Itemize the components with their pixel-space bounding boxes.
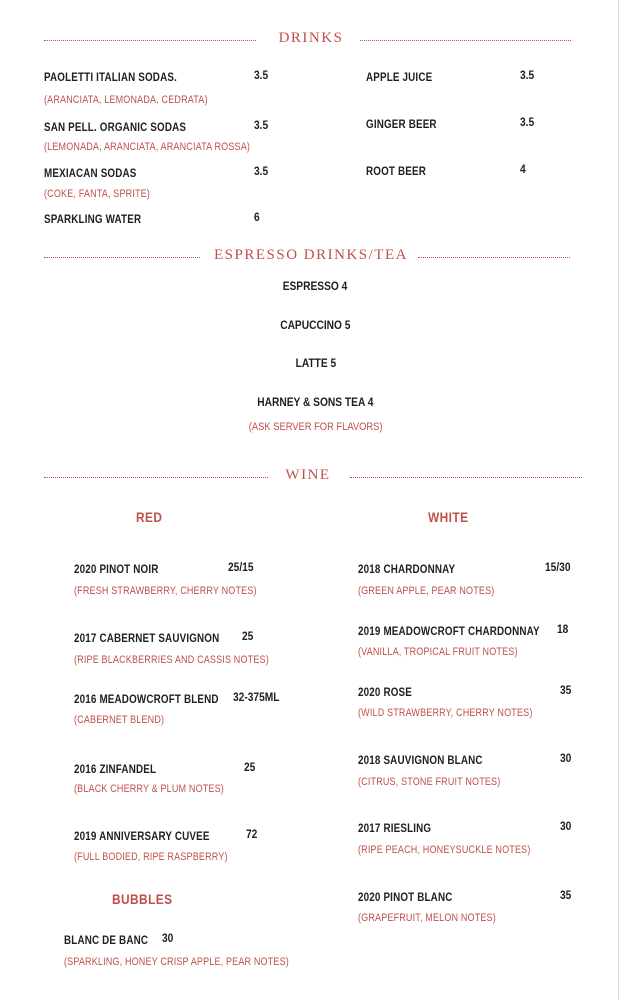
wine-name: 2019 ANNIVERSARY CUVEE bbox=[74, 829, 210, 843]
wine-item bbox=[64, 931, 167, 949]
espresso-item-label: LATTE 5 bbox=[295, 356, 336, 370]
red-heading: RED bbox=[136, 509, 163, 525]
wine-note: (RIPE PEACH, HONEYSUCKLE NOTES) bbox=[358, 844, 531, 856]
wine-note: (VANILLA, TROPICAL FRUIT NOTES) bbox=[358, 646, 518, 658]
wine-price: 25/15 bbox=[228, 560, 254, 574]
wine-note: (CITRUS, STONE FRUIT NOTES) bbox=[358, 776, 501, 788]
wine-price: 72 bbox=[246, 827, 258, 841]
espresso-title: ESPRESSO DRINKS/TEA bbox=[214, 247, 408, 263]
wine-note: (FRESH STRAWBERRY, CHERRY NOTES) bbox=[74, 585, 257, 597]
drink-price: 3.5 bbox=[254, 164, 269, 178]
wine-price: 35 bbox=[560, 888, 572, 902]
wine-note: (RIPE BLACKBERRIES AND CASSIS NOTES) bbox=[74, 654, 269, 666]
tea-note bbox=[0, 417, 631, 435]
drink-item bbox=[44, 210, 163, 228]
drink-price: 3.5 bbox=[520, 115, 535, 129]
wine-item bbox=[358, 888, 473, 906]
drink-name: GINGER BEER bbox=[366, 117, 437, 131]
wine-note: (GRAPEFRUIT, MELON NOTES) bbox=[358, 912, 496, 924]
drink-price: 3.5 bbox=[254, 118, 269, 132]
wine-rule-left bbox=[44, 477, 268, 478]
espresso-section-header bbox=[0, 247, 631, 267]
wine-section-header bbox=[0, 467, 631, 487]
espresso-item-label: ESPRESSO 4 bbox=[283, 279, 348, 293]
wine-item bbox=[74, 827, 239, 845]
wine-note: (BLACK CHERRY & PLUM NOTES) bbox=[74, 783, 224, 795]
tea-note-text: (ASK SERVER FOR FLAVORS) bbox=[248, 421, 383, 433]
wine-item bbox=[74, 690, 250, 708]
drink-item bbox=[44, 118, 217, 136]
drink-item bbox=[44, 68, 206, 86]
wine-note: (CABERNET BLEND) bbox=[74, 714, 165, 726]
drink-price: 3.5 bbox=[254, 68, 269, 82]
espresso-rule-left bbox=[44, 257, 200, 258]
wine-item bbox=[74, 560, 177, 578]
wine-item bbox=[358, 622, 580, 640]
drinks-rule-left bbox=[44, 40, 256, 41]
wine-name: 2020 ROSE bbox=[358, 685, 412, 699]
drink-name: PAOLETTI ITALIAN SODAS. bbox=[44, 70, 177, 84]
wine-name: 2017 CABERNET SAUVIGNON bbox=[74, 631, 220, 645]
drink-name: APPLE JUICE bbox=[366, 70, 433, 84]
drink-name: SPARKLING WATER bbox=[44, 212, 142, 226]
espresso-item bbox=[0, 277, 631, 295]
drink-price: 6 bbox=[254, 210, 260, 224]
espresso-item bbox=[0, 354, 631, 372]
wine-price: 30 bbox=[162, 931, 174, 945]
drink-name: MEXIACAN SODAS bbox=[44, 166, 137, 180]
espresso-rule-right bbox=[418, 257, 570, 258]
drink-item bbox=[366, 68, 447, 86]
drinks-rule-right bbox=[360, 40, 571, 41]
drink-item bbox=[366, 162, 439, 180]
wine-title: WINE bbox=[285, 467, 331, 483]
wine-item bbox=[358, 560, 477, 578]
wine-price: 25 bbox=[242, 629, 254, 643]
wine-name: 2020 PINOT BLANC bbox=[358, 890, 453, 904]
wine-item bbox=[358, 819, 447, 837]
wine-price: 30 bbox=[560, 751, 572, 765]
page-edge-divider bbox=[618, 0, 619, 1000]
wine-price: 25 bbox=[244, 760, 256, 774]
wine-name: 2016 MEADOWCROFT BLEND bbox=[74, 692, 219, 706]
wine-name: 2018 CHARDONNAY bbox=[358, 562, 456, 576]
wine-item bbox=[358, 751, 510, 769]
espresso-item-label: HARNEY & SONS TEA 4 bbox=[257, 395, 374, 409]
espresso-item bbox=[0, 393, 631, 411]
drinks-title: DRINKS bbox=[278, 30, 344, 46]
wine-name: 2019 MEADOWCROFT CHARDONNAY bbox=[358, 624, 540, 638]
wine-name: 2016 ZINFANDEL bbox=[74, 762, 157, 776]
drink-name: SAN PELL. ORGANIC SODAS bbox=[44, 120, 187, 134]
wine-item bbox=[74, 629, 254, 647]
wine-price: 35 bbox=[560, 683, 572, 697]
drink-price: 4 bbox=[520, 162, 526, 176]
wine-note: (SPARKLING, HONEY CRISP APPLE, PEAR NOTES) bbox=[64, 956, 289, 968]
wine-name: BLANC DE BANC bbox=[64, 933, 149, 947]
wine-note: (GREEN APPLE, PEAR NOTES) bbox=[358, 585, 495, 597]
espresso-item bbox=[0, 316, 631, 334]
wine-price: 30 bbox=[560, 819, 572, 833]
wine-note: (WILD STRAWBERRY, CHERRY NOTES) bbox=[358, 707, 533, 719]
drink-name: ROOT BEER bbox=[366, 164, 426, 178]
espresso-item-label: CAPUCCINO 5 bbox=[280, 318, 351, 332]
wine-price: 15/30 bbox=[545, 560, 571, 574]
wine-note: (FULL BODIED, RIPE RASPBERRY) bbox=[74, 851, 228, 863]
wine-item bbox=[74, 760, 174, 778]
wine-name: 2018 SAUVIGNON BLANC bbox=[358, 753, 483, 767]
drink-note: (ARANCIATA, LEMONADA, CEDRATA) bbox=[44, 94, 208, 106]
wine-rule-right bbox=[350, 477, 582, 478]
drink-item bbox=[44, 164, 157, 182]
drink-note: (LEMONADA, ARANCIATA, ARANCIATA ROSSA) bbox=[44, 141, 251, 153]
wine-price: 18 bbox=[557, 622, 569, 636]
bubbles-heading: BUBBLES bbox=[112, 891, 173, 907]
wine-price: 32-375ML bbox=[233, 690, 280, 704]
drink-price: 3.5 bbox=[520, 68, 535, 82]
drinks-section-header bbox=[0, 30, 631, 50]
white-heading: WHITE bbox=[428, 509, 469, 525]
wine-item bbox=[358, 683, 424, 701]
wine-name: 2017 RIESLING bbox=[358, 821, 432, 835]
drink-note: (COKE, FANTA, SPRITE) bbox=[44, 188, 151, 200]
wine-name: 2020 PINOT NOIR bbox=[74, 562, 159, 576]
drink-item bbox=[366, 115, 452, 133]
